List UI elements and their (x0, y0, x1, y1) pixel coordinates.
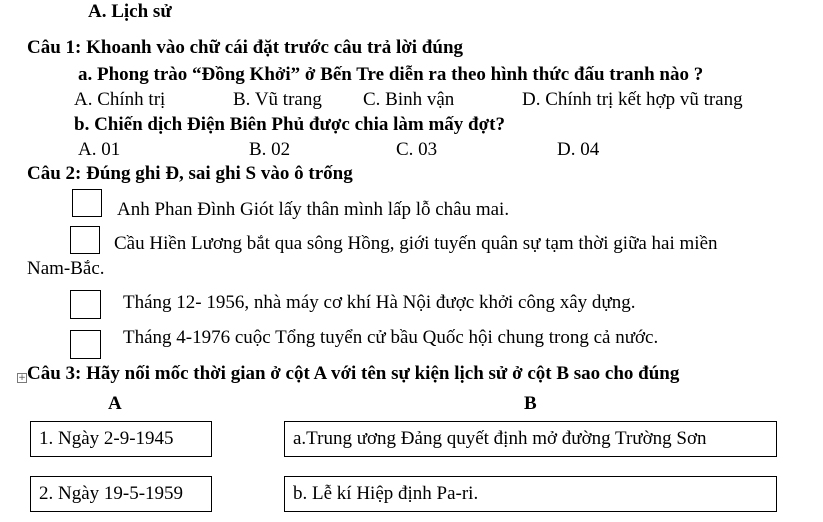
answer-box-3[interactable] (70, 290, 101, 319)
q2-title: Câu 2: Đúng ghi Đ, sai ghi S vào ô trống (27, 163, 353, 184)
section-title: A. Lịch sử (88, 1, 172, 22)
q1b-option-a[interactable]: A. 01 (78, 139, 121, 160)
q1a-option-c[interactable]: C. Binh vận (363, 89, 455, 110)
q2-item-2: Cầu Hiền Lương bắt qua sông Hồng, giới tuyến quân sự tạm thời giữa hai miền (114, 233, 718, 254)
q2-item-2-continuation: Nam-Bắc. (27, 258, 105, 279)
q2-item-1: Anh Phan Đình Giót lấy thân mình lấp lỗ châu mai. (117, 199, 510, 220)
q1b-question: b. Chiến dịch Điện Biên Phủ được chia làm mấy đợt? (74, 114, 505, 135)
q3-title: Câu 3: Hãy nối mốc thời gian ở cột A với tên sự kiện lịch sử ở cột B sao cho đúng (27, 363, 680, 384)
answer-box-4[interactable] (70, 330, 101, 359)
col-b-item-2[interactable]: b. Lễ kí Hiệp định Pa-ri. (284, 476, 777, 512)
answer-box-2[interactable] (70, 226, 100, 254)
q1-title: Câu 1: Khoanh vào chữ cái đặt trước câu trả lời đúng (27, 37, 464, 58)
col-a-item-2[interactable]: 2. Ngày 19-5-1959 (30, 476, 212, 512)
q1a-option-b[interactable]: B. Vũ trang (233, 89, 322, 110)
table-move-handle-icon[interactable]: + (18, 373, 26, 383)
q1a-option-d[interactable]: D. Chính trị kết hợp vũ trang (522, 89, 743, 110)
q1b-option-d[interactable]: D. 04 (557, 139, 600, 160)
q1a-option-a[interactable]: A. Chính trị (74, 89, 166, 110)
q1b-option-c[interactable]: C. 03 (396, 139, 438, 160)
column-a-header: A (108, 393, 122, 414)
q1a-question: a. Phong trào “Đồng Khởi” ở Bến Tre diễn ra theo hình thức đấu tranh nào ? (78, 64, 704, 85)
answer-box-1[interactable] (72, 189, 102, 217)
col-a-item-1[interactable]: 1. Ngày 2-9-1945 (30, 421, 212, 457)
col-b-item-1[interactable]: a.Trung ương Đảng quyết định mở đường Trường Sơn (284, 421, 777, 457)
q2-item-4: Tháng 4-1976 cuộc Tổng tuyển cử bầu Quốc hội chung trong cả nước. (123, 327, 659, 348)
q2-item-3: Tháng 12- 1956, nhà máy cơ khí Hà Nội được khởi công xây dựng. (123, 292, 636, 313)
q1b-option-b[interactable]: B. 02 (249, 139, 291, 160)
column-b-header: B (524, 393, 537, 414)
